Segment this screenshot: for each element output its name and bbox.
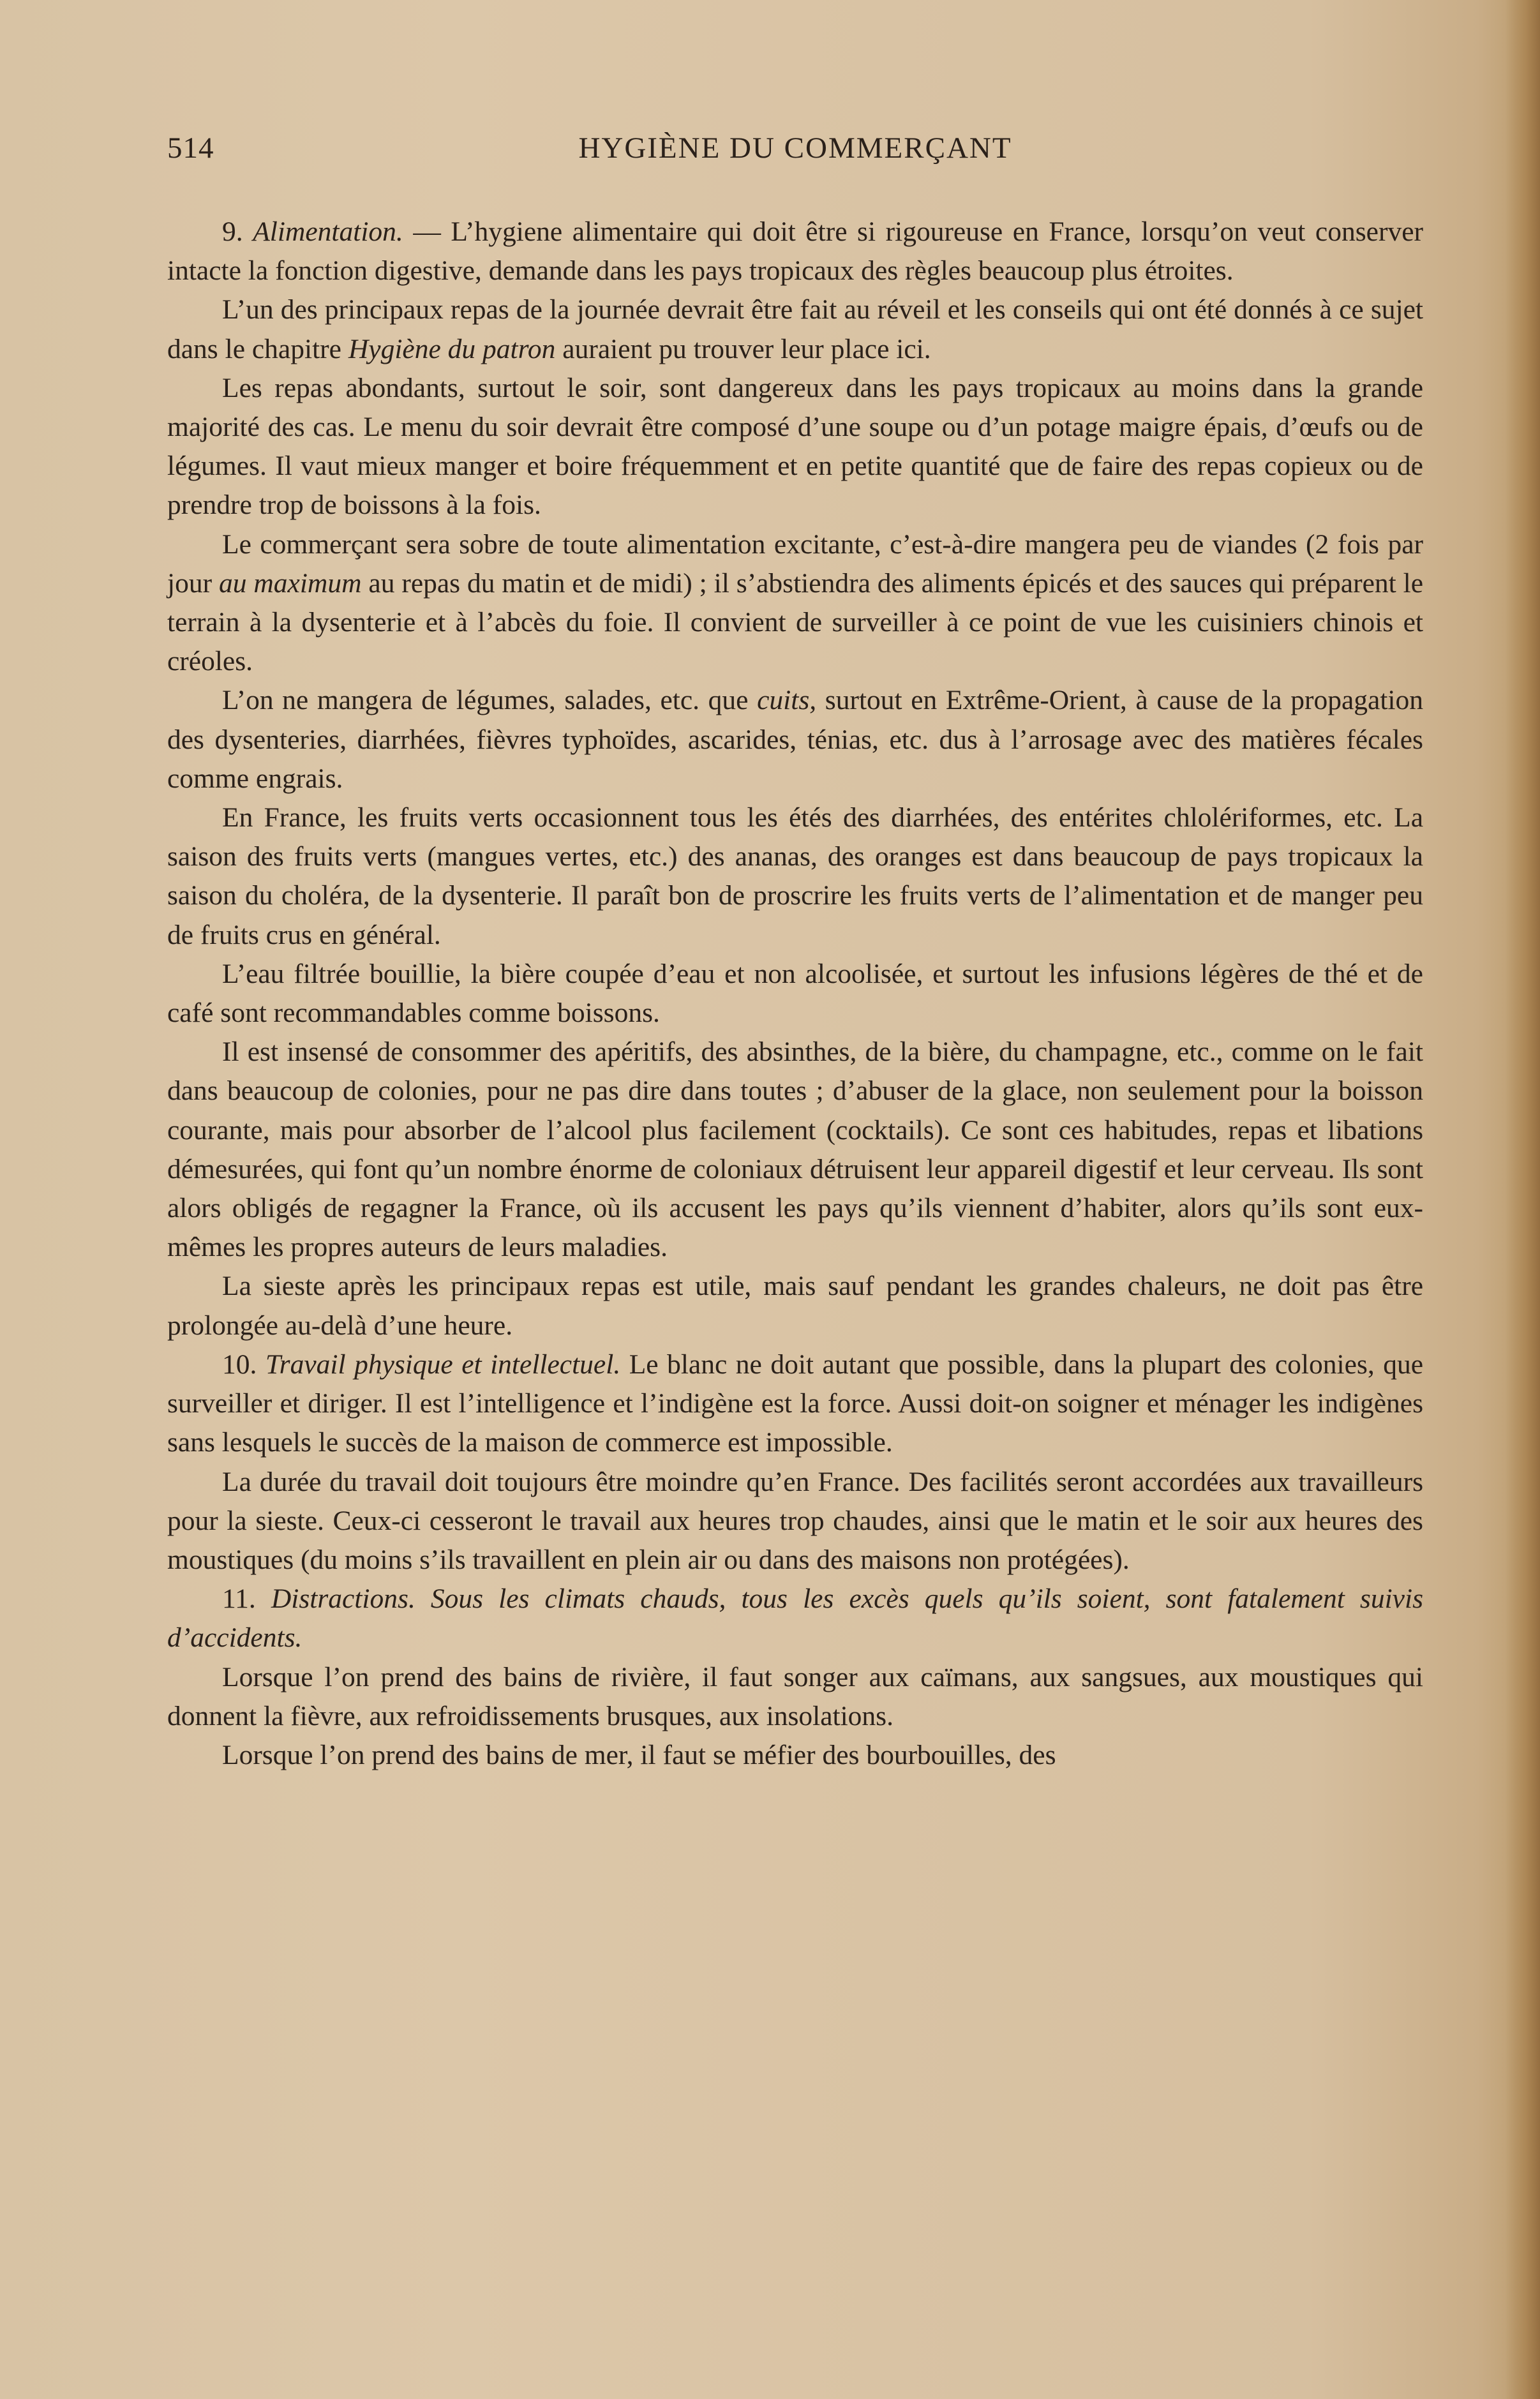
page-edge-shadow xyxy=(1505,0,1540,2399)
paragraph-travail: 10. Travail physique et intellectuel. Le blanc ne doit autant que possible, dans la plupart des colonies, que surveiller et diriger. Il est l’intelligence et l’indigène est la force. Aussi doit-on soigner et ménager les indigènes sans lesquels le succès de la maison de commerce est impossible. xyxy=(167,1349,1424,1458)
paragraph-repas-abondants: Les repas abondants, surtout le soir, sont dangereux dans les pays tropicaux au moins dans la grande majorité des cas. Le menu du soir devrait être composé d’une soupe ou d’un potage maigre épais, d’œufs ou de légumes. Il vaut mieux manger et boire fréquemment et en petite quantité que de faire des repas copieux ou de prendre trop de boissons à la fois. xyxy=(167,372,1423,521)
emphasis-cuits: cuits, xyxy=(757,685,817,716)
section-title-distractions: Distractions. Sous les climats chauds, tous les excès quels qu’ils soient, sont fatalement suivis d’accidents. xyxy=(167,1583,1423,1654)
paragraph-repas-reveil: L’un des principaux repas de la journée devrait être fait au réveil et les conseils qui ont été donnés à ce sujet dans le chapitre Hygiène du patron auraient pu trouver leur place ici. xyxy=(167,294,1423,364)
paragraph-bains-riviere: Lorsque l’on prend des bains de rivière, il faut songer aux caïmans, aux sangsues, aux moustiques qui donnent la fièvre, aux refroidissements brusques, aux insolations. xyxy=(167,1661,1423,1731)
chapter-reference: Hygiène du patron xyxy=(348,333,556,364)
paragraph-boissons: L’eau filtrée bouillie, la bière coupée d’eau et non alcoolisée, et surtout les infusions légères de thé et de café sont recommandables comme boissons. xyxy=(167,958,1423,1029)
paragraph-bains-mer: Lorsque l’on prend des bains de mer, il faut se méfier des bourbouilles, des xyxy=(222,1739,1056,1770)
paragraph-sobriete: Le commerçant sera sobre de toute alimentation excitante, c’est-à-dire mangera peu de viandes (2 fois par jour au maximum au repas du matin et de midi) ; il s’abstiendra des aliments épicés et des sauces qui préparent le terrain à la dysenterie et à l’abcès du foie. Il convient de surveiller à ce point de vue les cuisiniers chinois et créoles. xyxy=(167,528,1424,677)
page-header xyxy=(167,131,1423,176)
section-title-travail: Travail physique et intellectuel. xyxy=(265,1349,621,1380)
page-body xyxy=(167,213,1423,1775)
paragraph-alimentation: 9. Alimentation. — L’hygiene alimentaire qui doit être si rigoureuse en France, lorsqu’on veut conserver intacte la fonction digestive, demande dans les pays tropicaux des règles beaucoup plus étroites. xyxy=(167,216,1424,287)
paragraph-legumes-cuits: L’on ne mangera de légumes, salades, etc. que cuits, surtout en Extrême-Orient, à cause de la propagation des dysenteries, diarrhées, fièvres typhoïdes, ascarides, ténias, etc. dus à l’arrosage avec des matières fécales comme engrais. xyxy=(167,685,1424,794)
emphasis-au-maximum: au maximum xyxy=(218,567,362,599)
paragraph-sieste: La sieste après les principaux repas est utile, mais sauf pendant les grandes chaleurs, ne doit pas être prolongée au-delà d’une heure. xyxy=(167,1271,1423,1341)
paragraph-aperitifs: Il est insensé de consommer des apéritifs, des absinthes, de la bière, du champagne, etc., comme on le fait dans beaucoup de colonies, pour ne pas dire dans toutes ; d’abuser de la glace, non seulement pour la boisson courante, mais pour absorber de l’alcool plus facilement (cocktails). Ce sont ces habitudes, repas et libations démesurées, qui font qu’un nombre énorme de coloniaux détruisent leur appareil digestif et leur cerveau. Ils sont alors obligés de regagner la France, où ils accusent les pays qu’ils viennent d’habiter, alors qu’ils sont eux-mêmes les propres auteurs de leurs maladies. xyxy=(167,1036,1423,1263)
paragraph-duree-travail: La durée du travail doit toujours être moindre qu’en France. Des facilités seront accordées aux travailleurs pour la sieste. Ceux-ci cesseront le travail aux heures trop chaudes, ainsi que le matin et le soir aux heures des moustiques (du moins s’ils travaillent en plein air ou dans des maisons non protégées). xyxy=(167,1466,1423,1575)
running-head: HYGIÈNE DU COMMERÇANT xyxy=(578,131,1012,165)
section-title-alimentation: Alimentation. xyxy=(253,216,403,247)
paragraph-distractions: 11. Distractions. Sous les climats chauds, tous les excès quels qu’ils soient, sont fatalement suivis d’accidents. xyxy=(167,1583,1423,1654)
paragraph-fruits-verts: En France, les fruits verts occasionnent tous les étés des diarrhées, des entérites chlolériformes, etc. La saison des fruits verts (mangues vertes, etc.) des ananas, des oranges est dans beaucoup de pays tropicaux la saison du choléra, de la dysenterie. Il paraît bon de proscrire les fruits verts de l’alimentation et de manger peu de fruits crus en général. xyxy=(167,802,1423,950)
page-number: 514 xyxy=(167,131,214,165)
